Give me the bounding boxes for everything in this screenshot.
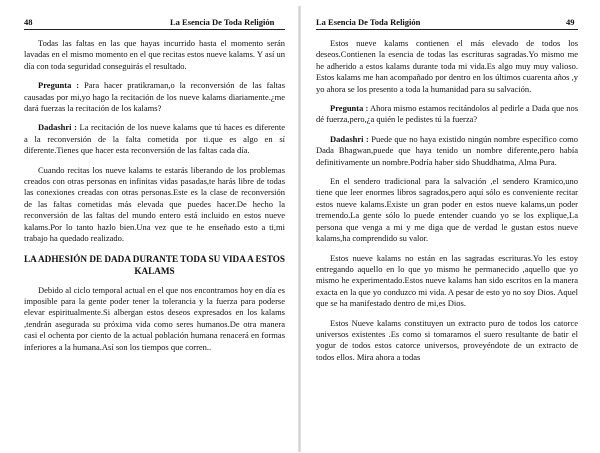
header-rule — [316, 29, 578, 30]
page-body — [24, 38, 285, 361]
paragraph — [24, 165, 285, 245]
paragraph-text: Puede que no haya existido ningún nombre específico como Dada Bhagwan,puede que haya tenido un nombre diferente,pero había definitivamente un nombre.Podría haber sido Shuddhatma, Alma Pura. — [316, 133, 579, 167]
paragraph — [316, 38, 578, 95]
right-page — [300, 0, 600, 453]
speaker-label: Dadashri : — [330, 133, 369, 144]
speaker-label: Pregunta : — [38, 80, 80, 91]
running-title: La Esencia De Toda Religión — [170, 17, 275, 27]
paragraph-text: Estos Nueve kalams constituyen un extracto puro de todos los catorce universos existentes .Es como si tomaramos el suero resultante de batir el yogur de todos estos catorce universos, proveyéndote de un extracto de todos ellos. Mira ahora a todas — [316, 317, 578, 362]
paragraph — [316, 134, 578, 168]
paragraph-text: La recitación de los nueve kalams que tú haces es diferente a la reconversión de la falta cometida por ti.que es algo en sí diferente.Tienes que hacer esta reconversión de las faltas cada día. — [24, 122, 286, 156]
paragraph — [316, 103, 578, 126]
running-title: La Esencia De Toda Religión — [316, 17, 421, 27]
paragraph — [24, 38, 285, 72]
paragraph-text: Estos nueve kalams no están en las sagradas escrituras.Yo les estoy entregando aquello en lo que yo mismo he permanecido ,aquello que yo mismo he experimentado.Estos nueve kalams han sido escritos en la manera exacta en la que yo conduzco mi vida. A pesar de esto yo no soy Dios. Aquel que se ha manifestado dentro de mi,es Dios. — [316, 252, 578, 309]
paragraph — [316, 318, 578, 364]
page-number: 49 — [566, 17, 575, 27]
page-number: 48 — [24, 17, 33, 27]
paragraph-text: Ahora mismo estamos recitándolos al pedirle a Dada que nos dé fuerza,pero,¿a quién le pedistes tú la fuerza? — [316, 103, 579, 125]
speaker-label: Pregunta : — [330, 103, 369, 114]
paragraph — [24, 285, 285, 353]
paragraph — [316, 253, 578, 310]
paragraph-text: Cuando recitas los nueve kalams te estarás liberando de los problemas creados con otras personas en infinitas vidas pasadas,te harás libre de todas las conexiones creadas con otras personas.Este es la clase de reconversión de las faltas cometidas más elevada que puedes hacer.De hecho la reconversión de las faltas del mundo entero está incluido en estos nueve kalams.Por lo tanto hazlo bien.Una vez que te he enseñado esto a ti,mi trabajo ha quedado realizado. — [24, 164, 285, 244]
paragraph — [24, 80, 285, 114]
speaker-label: Dadashri : — [38, 122, 77, 133]
paragraph-text: Para hacer pratikraman,o la reconversión de las faltas causadas por mi,yo hago la recitación de los nueve kalams diariamente.¿me dará fuerzas la recitación de los kalams? — [24, 80, 286, 114]
paragraph-text: Debido al ciclo temporal actual en el que nos encontramos hoy en día es imposible para la gente poder tener la tolerancia y la fuerza para poderse elevar espiritualmente.Si albergan estos deseos expresados en los kalams ,tendrán asegurada su próxima vida como seres humanos.De otra manera casi el ochenta por ciento de la actual población humana renacerá en formas inferiores a la humana.Así son los tiempos que corren.. — [24, 284, 285, 352]
paragraph — [316, 176, 578, 244]
paragraph-text: Todas las faltas en las que hayas incurrido hasta el momento serán lavadas en el mismo momento en el que recitas estos nueve kalams. Y así un día con toda seguridad conseguirás el resultado. — [24, 38, 285, 71]
paragraph-text: Estos nueve kalams contienen el más elevado de todos los deseos.Contienen la esencia de todas las escrituras sagradas.Yo mismo me he adherido a estos kalams durante toda mi vida.Es algo muy muy valioso. Estos kalams me han acompañado por dentro en los últimos cuarenta años ,y yo ahora se los presento a toda la humanidad para su salvación. — [316, 38, 578, 94]
paragraph — [24, 122, 285, 156]
section-heading: LA ADHESIÓN DE DADA DURANTE TODA SU VIDA A ESTOS KALAMS — [24, 253, 285, 276]
paragraph-text: En el sendero tradicional para la salvación ,el sendero Kramico,uno tiene que leer enormes libros sagrados,pero aquí sólo es conveniente recitar estos nueve kalams.Existe un gran poder en estos nueve kalams,un poder tremendo.La gente sólo lo puede entender cuando yo se los explique,La persona que venga a mi y me diga que de verdad le gustan estos nueve kalams,ha comprendido su valor. — [316, 176, 578, 244]
header-rule — [24, 29, 285, 30]
page-body — [316, 38, 578, 371]
